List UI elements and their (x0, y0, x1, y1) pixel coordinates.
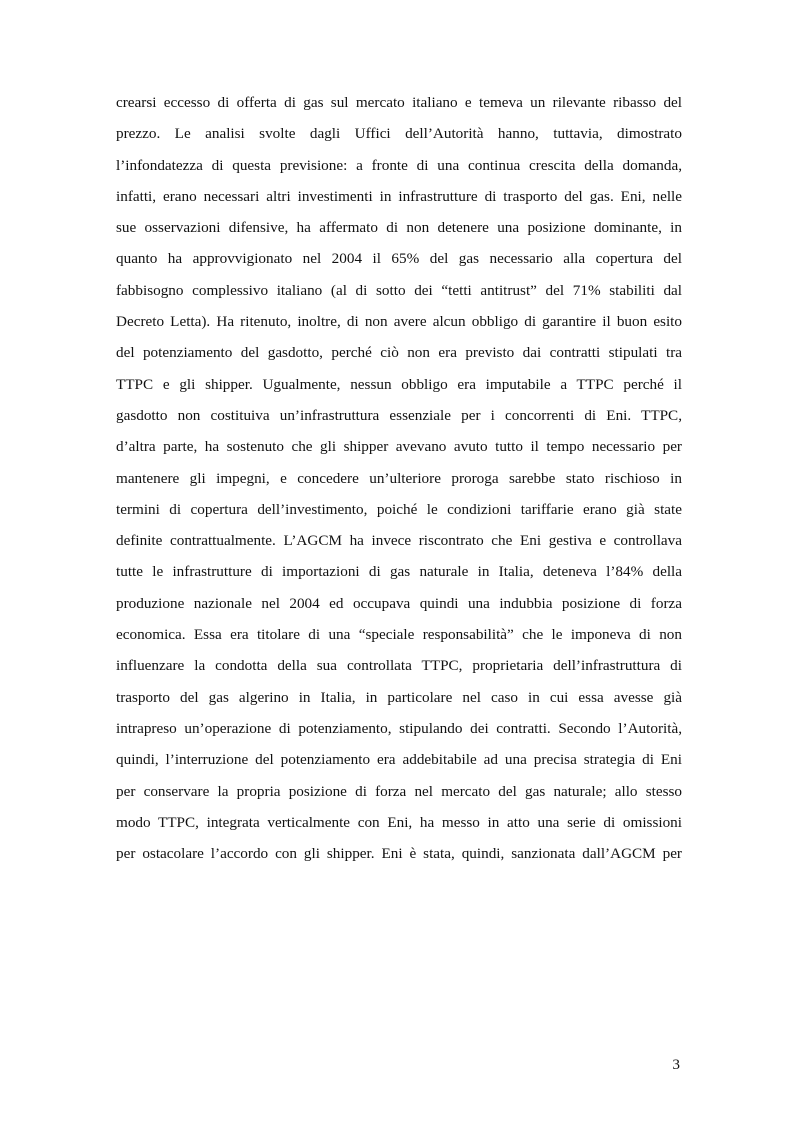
text-line: l’infondatezza di questa previsione: a fronte di una continua crescita della domanda, (116, 156, 682, 174)
text-line: quindi, l’interruzione del potenziamento era addebitabile ad una precisa strategia di Eni (116, 751, 682, 769)
text-line: fabbisogno complessivo italiano (al di sotto dei “tetti antitrust” del 71% stabiliti dal (116, 281, 682, 299)
text-line: infatti, erano necessari altri investimenti in infrastrutture di trasporto del gas. Eni, nelle (116, 187, 682, 205)
text-line: crearsi eccesso di offerta di gas sul mercato italiano e temeva un rilevante ribasso del (116, 94, 682, 111)
text-line: tutte le infrastrutture di importazioni di gas naturale in Italia, deteneva l’84% della (116, 563, 682, 581)
text-line: mantenere gli impegni, e concedere un’ulteriore proroga sarebbe stato rischioso in (116, 469, 682, 487)
text-line: sue osservazioni difensive, ha affermato di non detenere una posizione dominante, in (116, 219, 682, 237)
text-line: produzione nazionale nel 2004 ed occupava quindi una indubbia posizione di forza (116, 594, 682, 612)
text-line: quanto ha approvvigionato nel 2004 il 65% del gas necessario alla copertura del (116, 250, 682, 268)
text-line: intrapreso un’operazione di potenziamento, stipulando dei contratti. Secondo l’Autorità, (116, 719, 682, 737)
text-line: per ostacolare l’accordo con gli shipper. Eni è stata, quindi, sanzionata dall’AGCM per (116, 845, 682, 863)
page-number: 3 (672, 1056, 680, 1073)
text-line: termini di copertura dell’investimento, poiché le condizioni tariffarie erano già state (116, 500, 682, 518)
text-line: trasporto del gas algerino in Italia, in particolare nel caso in cui essa avesse già (116, 688, 682, 706)
text-line: Decreto Letta). Ha ritenuto, inoltre, di non avere alcun obbligo di garantire il buon esito (116, 313, 682, 331)
body-paragraph (116, 87, 682, 869)
text-line: TTPC e gli shipper. Ugualmente, nessun obbligo era imputabile a TTPC perché il (116, 375, 682, 393)
text-line: prezzo. Le analisi svolte dagli Uffici dell’Autorità hanno, tuttavia, dimostrato (116, 125, 682, 143)
text-line: per conservare la propria posizione di forza nel mercato del gas naturale; allo stesso (116, 782, 682, 800)
text-line: modo TTPC, integrata verticalmente con Eni, ha messo in atto una serie di omissioni (116, 813, 682, 831)
text-line: economica. Essa era titolare di una “speciale responsabilità” che le imponeva di non (116, 626, 682, 644)
text-line: definite contrattualmente. L’AGCM ha invece riscontrato che Eni gestiva e controllava (116, 532, 682, 550)
text-line: gasdotto non costituiva un’infrastruttura essenziale per i concorrenti di Eni. TTPC, (116, 406, 682, 424)
text-line: d’altra parte, ha sostenuto che gli shipper avevano avuto tutto il tempo necessario per (116, 438, 682, 456)
text-line: del potenziamento del gasdotto, perché ciò non era previsto dai contratti stipulati tra (116, 344, 682, 362)
text-line: influenzare la condotta della sua controllata TTPC, proprietaria dell’infrastruttura di (116, 657, 682, 675)
